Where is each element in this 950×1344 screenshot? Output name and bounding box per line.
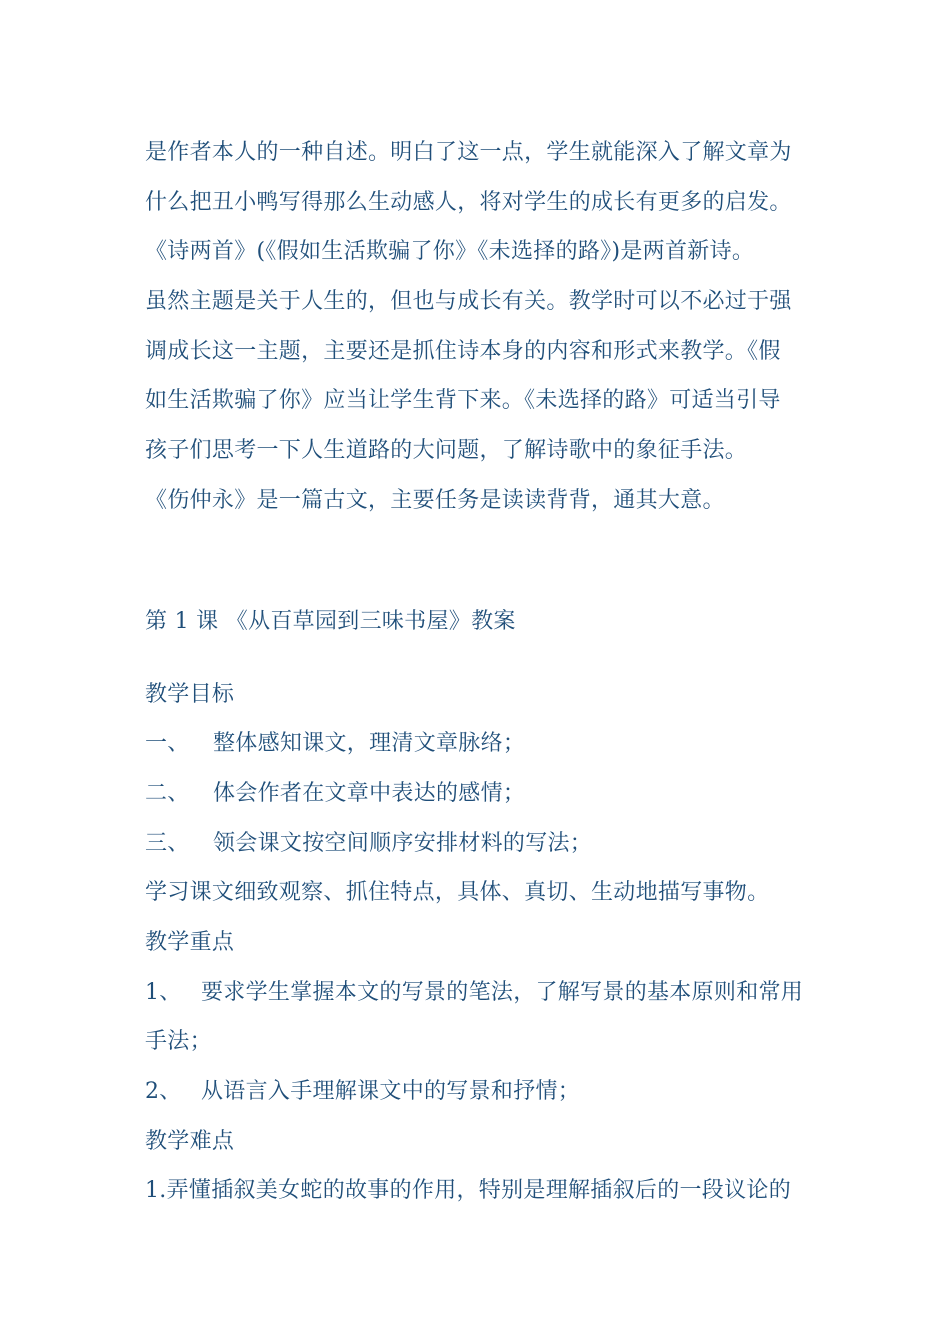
objectives-heading: 教学目标 (145, 682, 235, 707)
objective-item-2 (145, 780, 525, 808)
objective-number: 一、 (145, 731, 190, 756)
intro-line-4: 虽然主题是关于人生的，但也与成长有关。教学时可以不必过于强 (145, 289, 792, 314)
key-point-text: 从语言入手理解课文中的写景和抒情； (201, 1079, 581, 1104)
objective-extra: 学习课文细致观察、抓住特点，具体、真切、生动地描写事物。 (145, 880, 770, 905)
key-point-text: 要求学生掌握本文的写景的笔法，了解写景的基本原则和常用 (201, 980, 804, 1005)
intro-line-7: 孩子们思考一下人生道路的大问题，了解诗歌中的象征手法。 (145, 438, 748, 463)
difficulties-heading: 教学难点 (145, 1129, 235, 1154)
intro-line-8: 《伤仲永》是一篇古文，主要任务是读读背背，通其大意。 (145, 488, 725, 513)
objective-text: 领会课文按空间顺序安排材料的写法； (213, 831, 593, 856)
key-point-continuation: 手法； (145, 1029, 212, 1054)
key-point-item-1 (145, 979, 803, 1007)
key-point-number: 1、 (145, 980, 182, 1005)
objective-text: 整体感知课文，理清文章脉络； (213, 731, 526, 756)
key-point-number: 2、 (145, 1079, 182, 1104)
lesson-title: 第 1 课 《从百草园到三味书屋》教案 (145, 609, 516, 634)
objective-text: 体会作者在文章中表达的感情； (213, 781, 526, 806)
intro-line-5: 调成长这一主题，主要还是抓住诗本身的内容和形式来教学。《假 (145, 339, 781, 364)
objective-number: 三、 (145, 831, 190, 856)
objective-number: 二、 (145, 781, 190, 806)
intro-line-2: 什么把丑小鸭写得那么生动感人，将对学生的成长有更多的启发。 (145, 190, 792, 215)
objective-item-3 (145, 830, 592, 858)
difficulty-item-1: 1.弄懂插叙美女蛇的故事的作用，特别是理解插叙后的一段议论的 (145, 1178, 791, 1203)
objective-item-1 (145, 730, 525, 758)
intro-line-3: 《诗两首》(《假如生活欺骗了你》《未选择的路》)是两首新诗。 (145, 239, 755, 264)
intro-line-1: 是作者本人的一种自述。明白了这一点，学生就能深入了解文章为 (145, 140, 792, 165)
key-point-item-2 (145, 1078, 580, 1106)
key-points-heading: 教学重点 (145, 930, 235, 955)
intro-line-6: 如生活欺骗了你》应当让学生背下来。《未选择的路》可适当引导 (145, 388, 781, 413)
